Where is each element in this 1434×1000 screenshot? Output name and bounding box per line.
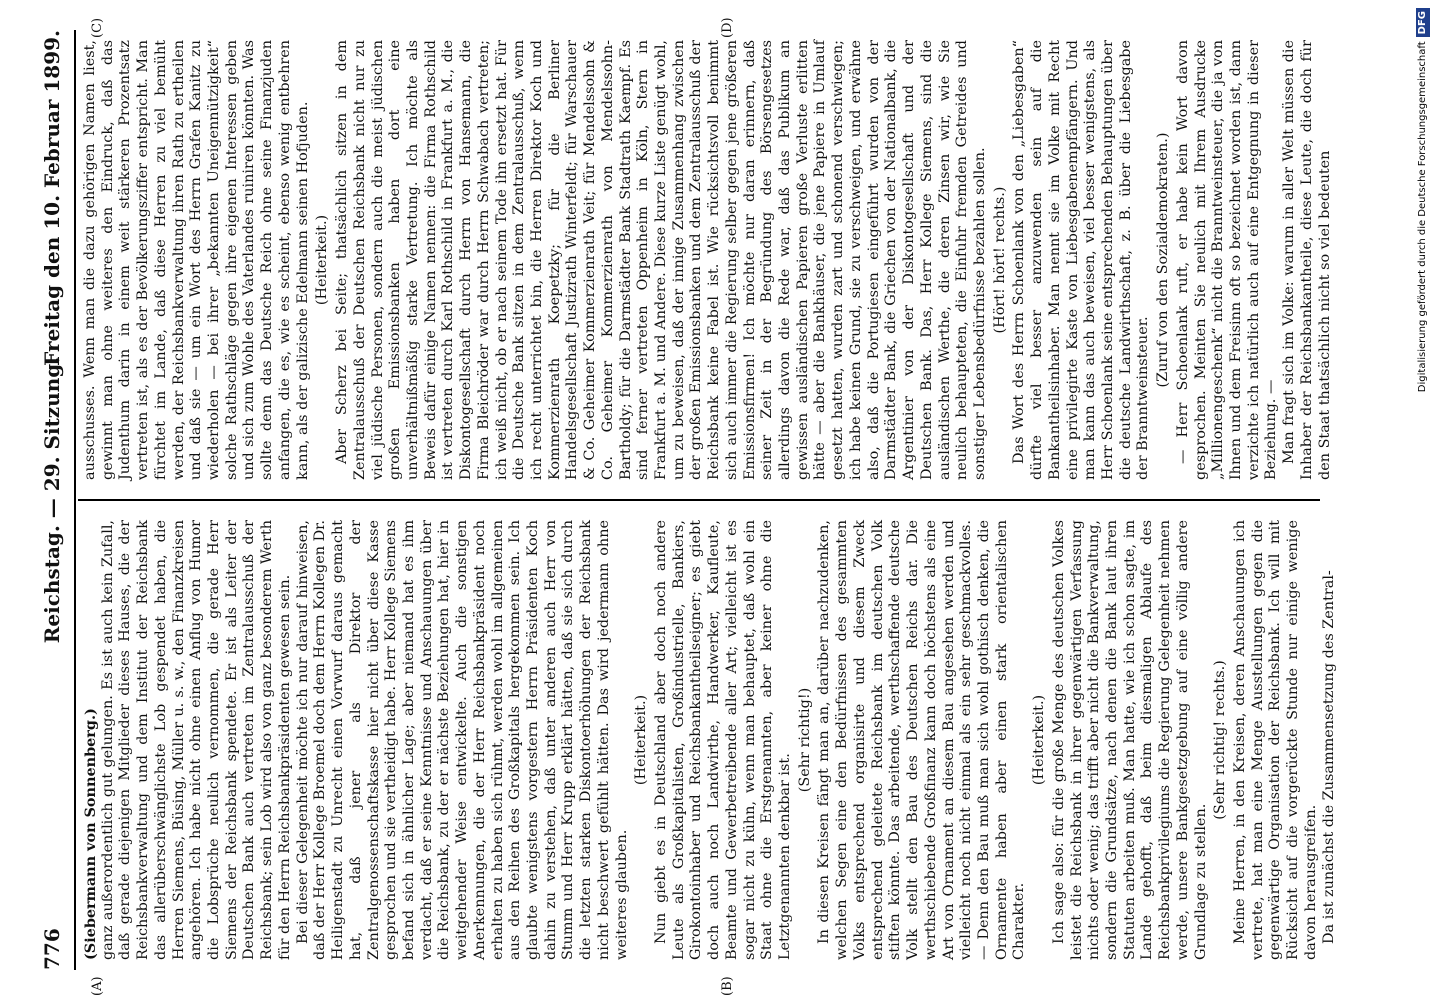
paragraph: Bei dieser Gelegenheit möchte ich nur darauf hinweisen, daß der Herr Kollege Broemel doch dem Herrn Kollegen Dr. Heiligenstadt zu Unrecht einen Vorwurf daraus gemacht hat, daß jener als Direktor der Zentralgenossenschaftskasse hier nicht über diese Kasse gesprochen und sie vertheidigt habe. Herr Kollege Siemens befand sich in ähnlicher Lage; aber niemand hat es ihm verdacht, daß er seine Kenntnisse und Anschauungen über die Reichsbank, zu der er nächste Beziehungen hat, hier in weitgehender Weise entwickelte. Auch die sonstigen Anerkennungen, die der Herr Reichsbankpräsident noch erhalten zu haben sich rühmt, werden wohl im allgemeinen aus den Reihen des Großkapitals hergekommen sein. Ich glaubte wenigstens vorgestern Herrn Präsidenten Koch dahin zu verstehen, daß unter anderen auch Herr von Stumm und Herr Krupp erklärt hätten, daß sie sich durch die letzten starken Diskontoerhöhungen der Reichsbank nicht beschwert gefühlt hätten. Das wird jedermann ohne weiteres glauben.: [294, 520, 630, 960]
paragraph: Meine Herren, in den Kreisen, deren Anschauungen ich vertrete, hat man eine Menge Ausstellungen gegen die gegenwärtige Organisation der Reichsbank. Ich will mit Rücksicht auf die vorgerückte Stunde nur einige wenige davon herausgreifen.: [1232, 520, 1319, 960]
speaker-name: (Siebermann von Sonnenberg.): [82, 708, 99, 960]
paragraph: Man fragt sich im Volke: warum in aller Welt müssen die Inhaber der Reichsbankantheile, diese Leute, die doch für den Staat thatsächlich nicht so viel bedeuten: [1281, 40, 1333, 480]
paragraph: — Herr Schoenlank ruft, er habe kein Wort davon gesprochen. Meinten Sie neulich mit Ihrem Ausdrucke „Millionengeschenk“ nicht die Branntweinsteuer, die ja von Ihnen und dem Freisinn oft so bezeichnet worden ist, dann verzichte ich natürlich auch auf eine Entgegnung in dieser Beziehung. —: [1174, 40, 1280, 480]
dfg-logo: DFG: [1416, 8, 1430, 37]
paragraph: Ich sage also: für die große Menge des deutschen Volkes leistet die Reichsbank in ihrer gegenwärtigen Verfassung nichts oder wenig; das trifft aber nicht die Bankverwaltung, sondern die Grundsätze, nach denen die Bank laut ihren Statuten arbeiten muß. Man hatte, wie ich schon sagte, im Lande gehofft, daß beim diesmaligen Ablaufe des Reichsbankprivilegiums die Regierung Gelegenheit nehmen werde, unsere Bankgesetzgebung auf eine völlig andere Grundlage zu stellen.: [1050, 520, 1209, 960]
digitization-note: [1416, 8, 1430, 992]
header-title: Reichstag. — 29. Sitzung.: [40, 356, 64, 644]
paragraph: Das Wort des Herrn Schoenlank von den „Liebesgaben“ dürfte viel besser anzuwenden sein auf die Bankantheilsinhaber. Man nennt sie im Volke mit Recht eine privilegirte Kaste von Liebesgabenempfängern. Und man kann das auch beweisen, viel besser wenigstens, als Herr Schoenlank seine entsprechenden Behauptungen über die deutsche Landwirthschaft, z. B. über die Liebesgabe der Branntweinsteuer.: [1011, 40, 1152, 480]
column-divider: [78, 499, 1320, 501]
dfg-note-text: Digitalisierung gefördert durch die Deutsche Forschungsgemeinschaft: [1417, 41, 1428, 393]
interjection: (Zuruf von den Sozialdemokraten.): [1155, 132, 1172, 388]
margin-marker-c: (C): [90, 17, 105, 38]
paragraph: Aber Scherz bei Seite; thatsächlich sitzen in dem Zentralausschuß der Deutschen Reichsbank nicht nur zu viel jüdische Personen, sondern auch die meist jüdischen großen Emissionsbanken haben dort eine unverhältnißmäßig starke Vertretung. Ich möchte als Beweis dafür einige Namen nennen: die Firma Rothschild ist vertreten durch Karl Rothschild in Frankfurt a. M., die Diskontogesellschaft durch Herrn von Hansemann, die Firma Bleichröder war durch Herrn Schwabach vertreten; ich weiß nicht, ob er nach seinem Tode ihn ersetzt hat. Für die Deutsche Bank sitzen in dem Zentralausschuß, wenn ich recht unterrichtet bin, die Herren Direktor Koch und Kommerzienrath Koepetzky; für die Berliner Handelsgesellschaft Justizrath Winterfeldt; für Warschauer & Co. Geheimer Kommerzienrath Veit; für Mendelssohn & Co. Geheimer Kommerzienrath von Mendelssohn-Bartholdy; für die Darmstädter Bank Stadtrath Kaempf. Es sind ferner vertreten Oppenheim in Köln, Stern in Frankfurt a. M. und Andere. Diese kurze Liste genügt wohl, um zu beweisen, daß der innige Zusammenhang zwischen der großen Emissionsbanken und dem Zentralausschuß der Reichsbank keine Fabel ist. Wie rücksichtsvoll benimmt sich auch immer die Regierung selber gegen jene größeren Emissionsfirmen! Ich möchte nur daran erinnern, daß seiner Zeit in der Begründung des Börsengesetzes allerdings davon die Rede war, daß das Publikum an gewissen ausländischen Papieren große Verluste erlitten hätte — aber die Bankhäuser, die jene Papiere in Umlauf gesetzt hatten, wurden zart und schonend verschwiegen; ich habe keinen Grund, sie zu verschweigen, und erwähne also, daß die Portugiesen eingeführt wurden von der Darmstädter Bank, die Griechen von der Nationalbank, die Argentinier von der Diskontogesellschaft und der Deutschen Bank. Das, Herr Kollege Siemens, sind die ausländischen Werthe, die deren Zinsen wir, wie Sie neulich behaupteten, die Einfuhr fremden Getreides und sonstiger Lebensbedürfnisse bezahlen sollen.: [334, 40, 988, 480]
header-rule: [74, 30, 76, 970]
interjection: (Heiterkeit.): [314, 214, 331, 306]
paragraph: Nun giebt es in Deutschland aber doch noch andere Leute als Großkapitalisten, Großindustrielle, Bankiers, Girokontoinhaber und Reichsbankantheilseigner; es giebt doch auch noch Landwirthe, Handwerker, Kaufleute, Beamte und Gewerbetreibende aller Art; vielleicht ist es sogar nicht zu kühn, wenn man behauptet, daß wohl ein Staat ohne die Erstgenannten, aber keiner ohne die Letztgenannten denkbar ist.: [653, 520, 794, 960]
paragraph: ausschusses. Wenn man die dazu gehörigen Namen liest, gewinnt man ohne weiteres den Eindruck, daß das Judenthum darin in einem weit stärkeren Prozentsatz vertreten ist, als es der Bevölkerungsziffer entspricht. Man fürchtet im Lande, daß diese Herren zu viel bemüht werden, der Reichsbankverwaltung ihren Rath zu ertheilen und daß sie — um ein Wort des Herrn Grafen Kanitz zu wiederholen — bei ihrer „bekannten Uneigennützigkeit“ solche Rathschläge gegen ihre eigenen Interessen geben und sich zum Wohle des Vaterlandes ruiniren könnten. Was sollte denn das Deutsche Reich ohne seine Finanzjuden anfangen, die es, wie es scheint, ebenso wenig entbehren kann, als der galizische Edelmann seinen Hofjuden.: [82, 40, 311, 480]
margin-marker-b: (B): [720, 976, 735, 996]
page-header: [40, 30, 74, 970]
interjection: (Heiterkeit.): [1031, 694, 1048, 786]
page-number: 776: [40, 928, 64, 970]
margin-marker-a: (A): [90, 976, 105, 996]
paragraph: Da ist zunächst die Zusammensetzung des Zentral-: [1320, 570, 1337, 944]
text-column-right: [82, 40, 1333, 480]
paragraph: ganz außerordentlich gut gelungen. Es ist auch kein Zufall, daß gerade diejenigen Mitglieder dieses Hauses, die der Reichsbankverwaltung und dem Institut der Reichsbank das allerüberschwänglichste Lob gespendet haben, die Herren Siemens, Büsing, Müller u. s. w., den Finanzkreisen angehören. Ich habe nicht ohne einen Anflug von Humor die Lobsprüche neulich vernommen, die gerade Herr Siemens der Reichsbank spendete. Er ist als Leiter der Deutschen Bank auch vertreten im Zentralausschuß der Reichsbank; sein Lob wird also von ganz besonderem Werth für den Herrn Reichsbankpräsidenten gewesen sein.: [99, 520, 293, 960]
interjection: (Hört! hört! rechts.): [991, 186, 1008, 334]
interjection: (Sehr richtig!): [796, 687, 813, 793]
margin-marker-d: (D): [720, 17, 735, 38]
interjection: (Heiterkeit.): [633, 694, 650, 786]
interjection: (Sehr richtig! rechts.): [1212, 660, 1229, 820]
text-column-left: [82, 520, 1337, 960]
header-date: Freitag den 10. Februar 1899.: [40, 30, 64, 366]
paragraph: In diesen Kreisen fängt man an, darüber nachzudenken, welchen Segen eine den Bedürfnissen des gesammten Volks entsprechend organisirte und diesem Zweck entsprechend geleitete Reichsbank im deutschen Volk stiften könnte. Das arbeitende, werthschaffende deutsche Volk stellt den Bau des Deutschen Reichs dar. Die werthschiebende Großfinanz kann doch höchstens als eine Art von Ornament an diesem Bau angesehen werden und vielleicht noch nicht einmal als ein sehr geschmackvolles. — Denn den Bau muß man sich wohl gothisch denken, die Ornamente haben aber einen stark orientalischen Charakter.: [816, 520, 1028, 960]
